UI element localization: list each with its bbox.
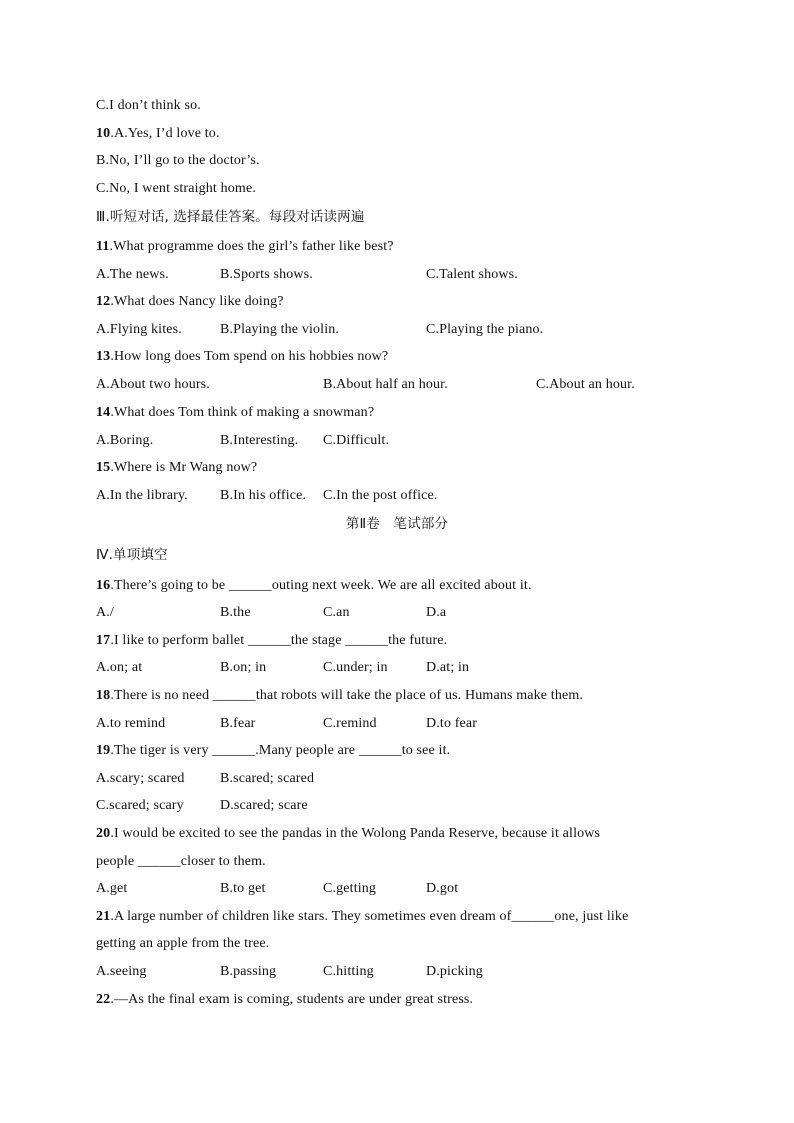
q19-text: .The tiger is very ______.Many people are ______to see it. xyxy=(110,743,451,758)
q17-option-d: D.at; in xyxy=(426,660,470,675)
q20-option-c: C.getting xyxy=(323,881,377,896)
part-2-title: 第Ⅱ卷 笔试部分 xyxy=(345,516,449,532)
q18-option-b: B.fear xyxy=(220,716,256,731)
q14-option-c: C.Difficult. xyxy=(323,433,390,448)
q13-option-b: B.About half an hour. xyxy=(323,377,448,392)
q14-number: 14 xyxy=(96,405,111,420)
q16-stem xyxy=(96,577,698,595)
q18-text: .There is no need ______that robots will take the place of us. Humans make them. xyxy=(110,688,584,703)
q12-option-a: A.Flying kites. xyxy=(96,322,182,337)
q17-option-a: A.on; at xyxy=(96,660,143,675)
q21-number: 21 xyxy=(96,909,111,924)
q17-option-b: B.on; in xyxy=(220,660,267,675)
q18-number: 18 xyxy=(96,688,111,703)
q10-number: 10 xyxy=(96,126,111,141)
q12-option-b: B.Playing the violin. xyxy=(220,322,340,337)
q21-stem-continued: getting an apple from the tree. xyxy=(96,936,270,951)
section-3-heading: Ⅲ.听短对话, 选择最佳答案。每段对话读两遍 xyxy=(96,209,365,225)
q16-number: 16 xyxy=(96,578,111,593)
q15-option-c: C.In the post office. xyxy=(323,488,438,503)
q17-number: 17 xyxy=(96,633,111,648)
q10-line xyxy=(96,125,698,143)
q9-option-c: C.I don’t think so. xyxy=(96,98,201,113)
q21-stem xyxy=(96,908,698,926)
section-4-heading: Ⅳ.单项填空 xyxy=(96,547,168,563)
q15-option-a: A.In the library. xyxy=(96,488,188,503)
q10-option-b: B.No, I’ll go to the doctor’s. xyxy=(96,153,260,168)
q10-option-a: .A.Yes, I’d love to. xyxy=(110,126,220,141)
q11-text: .What programme does the girl’s father like best? xyxy=(109,239,394,254)
q20-number: 20 xyxy=(96,826,111,841)
q15-text: .Where is Mr Wang now? xyxy=(110,460,258,475)
q13-option-c: C.About an hour. xyxy=(536,377,635,392)
q13-number: 13 xyxy=(96,349,111,364)
q15-option-b: B.In his office. xyxy=(220,488,307,503)
q12-number: 12 xyxy=(96,294,111,309)
q16-option-d: D.a xyxy=(426,605,447,620)
q18-option-c: C.remind xyxy=(323,716,377,731)
q20-option-d: D.got xyxy=(426,881,459,896)
q19-option-b: B.scared; scared xyxy=(220,771,315,786)
q14-option-a: A.Boring. xyxy=(96,433,154,448)
q19-option-a: A.scary; scared xyxy=(96,771,185,786)
q18-option-d: D.to fear xyxy=(426,716,478,731)
q11-stem xyxy=(96,238,698,256)
q15-number: 15 xyxy=(96,460,111,475)
q10-option-c: C.No, I went straight home. xyxy=(96,181,256,196)
q11-number: 11 xyxy=(96,239,110,254)
q13-stem xyxy=(96,348,698,366)
q18-option-a: A.to remind xyxy=(96,716,166,731)
q14-text: .What does Tom think of making a snowman? xyxy=(110,405,375,420)
q20-text: .I would be excited to see the pandas in the Wolong Panda Reserve, because it allows xyxy=(110,826,601,841)
q18-stem xyxy=(96,687,698,705)
q12-option-c: C.Playing the piano. xyxy=(426,322,544,337)
q11-option-b: B.Sports shows. xyxy=(220,267,313,282)
q17-text: .I like to perform ballet ______the stage ______the future. xyxy=(110,633,448,648)
q20-stem-continued: people ______closer to them. xyxy=(96,854,266,869)
q17-option-c: C.under; in xyxy=(323,660,388,675)
q16-option-c: C.an xyxy=(323,605,350,620)
q19-number: 19 xyxy=(96,743,111,758)
q19-stem xyxy=(96,742,698,760)
q21-text: .A large number of children like stars. They sometimes even dream of______one, just like xyxy=(110,909,629,924)
q21-option-a: A.seeing xyxy=(96,964,147,979)
q13-option-a: A.About two hours. xyxy=(96,377,210,392)
q15-stem xyxy=(96,459,698,477)
q21-option-d: D.picking xyxy=(426,964,483,979)
q20-option-b: B.to get xyxy=(220,881,266,896)
q11-option-c: C.Talent shows. xyxy=(426,267,518,282)
q13-text: .How long does Tom spend on his hobbies now? xyxy=(110,349,389,364)
q12-text: .What does Nancy like doing? xyxy=(110,294,284,309)
q12-stem xyxy=(96,293,698,311)
q16-option-a: A./ xyxy=(96,605,114,620)
q11-option-a: A.The news. xyxy=(96,267,169,282)
q16-text: .There’s going to be ______outing next week. We are all excited about it. xyxy=(110,578,532,593)
q14-stem xyxy=(96,404,698,422)
q20-stem xyxy=(96,825,698,843)
q21-option-b: B.passing xyxy=(220,964,277,979)
q17-stem xyxy=(96,632,698,650)
q14-option-b: B.Interesting. xyxy=(220,433,299,448)
q22-stem xyxy=(96,991,698,1009)
q19-option-d: D.scared; scare xyxy=(220,798,308,813)
q22-text: .—As the final exam is coming, students are under great stress. xyxy=(110,992,474,1007)
q16-option-b: B.the xyxy=(220,605,251,620)
q20-option-a: A.get xyxy=(96,881,128,896)
q19-option-c: C.scared; scary xyxy=(96,798,184,813)
q22-number: 22 xyxy=(96,992,111,1007)
q21-option-c: C.hitting xyxy=(323,964,374,979)
